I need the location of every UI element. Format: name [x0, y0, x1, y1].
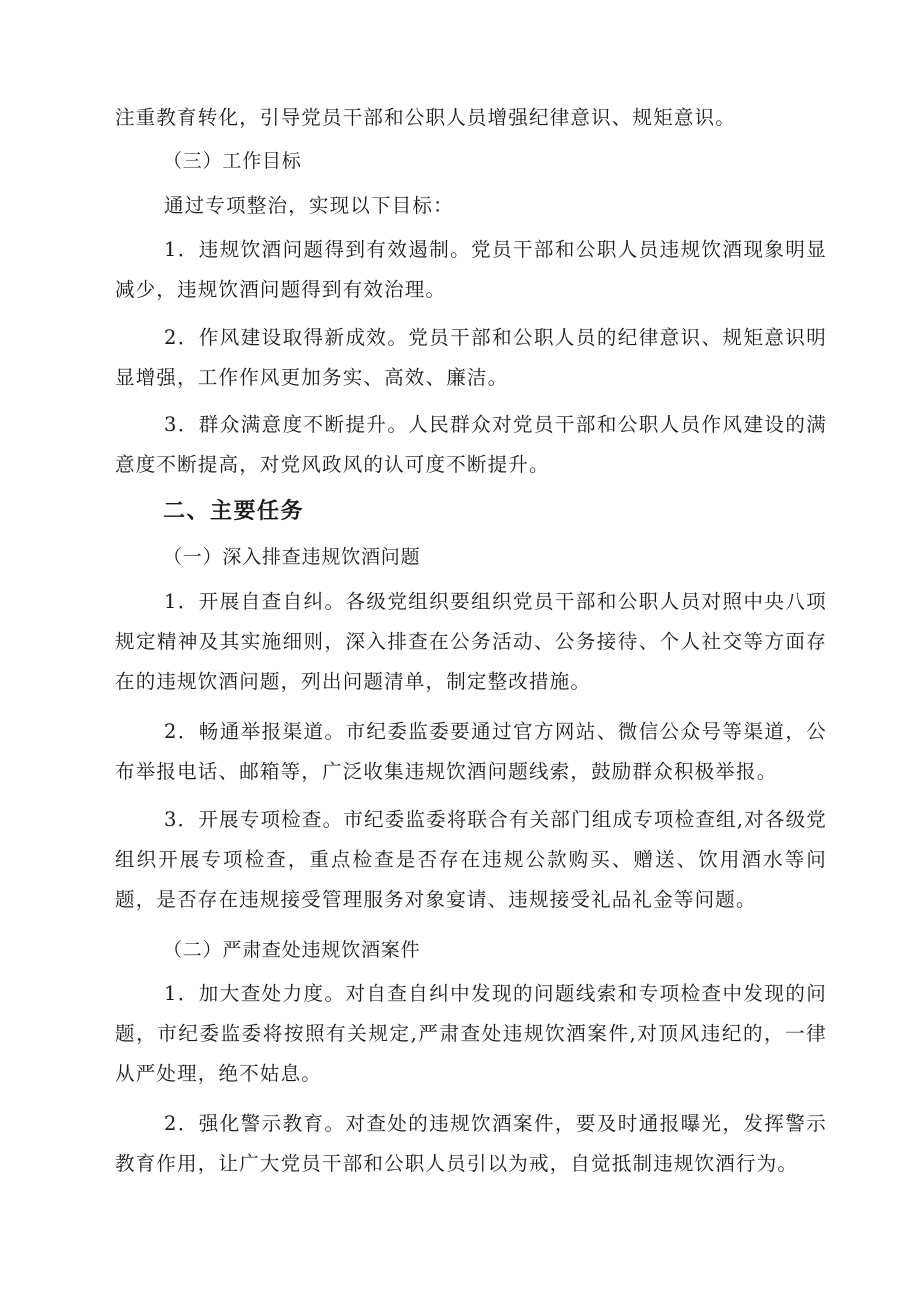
subheading-punish-cases: （二）严肃查处违规饮酒案件 — [163, 939, 421, 961]
paragraph-goal-2: 2．作风建设取得新成效。党员干部和公职人员的纪律意识、规矩意识明显增强，工作作风更加务实、高效、廉洁。 — [115, 326, 827, 389]
subheading-investigate: （一）深入排查违规饮酒问题 — [163, 546, 421, 568]
paragraph-education-transform: 注重教育转化，引导党员干部和公职人员增强纪律意识、规矩意识。 — [115, 106, 737, 129]
subheading-work-goals: （三）工作目标 — [163, 150, 302, 172]
paragraph-goal-1: 1．违规饮酒问题得到有效遏制。党员干部和公职人员违规饮酒现象明显减少，违规饮酒问题得到有效治理。 — [115, 238, 827, 301]
section-heading-main-tasks: 二、主要任务 — [163, 499, 305, 524]
paragraph-warning-education: 2．强化警示教育。对查处的违规饮酒案件，要及时通报曝光，发挥警示教育作用，让广大党员干部和公职人员引以为戒，自觉抵制违规饮酒行为。 — [115, 1112, 827, 1175]
paragraph-goals-intro: 通过专项整治，实现以下目标： — [164, 194, 454, 217]
paragraph-goal-3: 3．群众满意度不断提升。人民群众对党员干部和公职人员作风建设的满意度不断提高，对党风政风的认可度不断提升。 — [115, 413, 827, 476]
paragraph-report-channels: 2．畅通举报渠道。市纪委监委要通过官方网站、微信公众号等渠道，公布举报电话、邮箱等，广泛收集违规饮酒问题线索，鼓励群众积极举报。 — [115, 720, 827, 783]
paragraph-intensify-punishment: 1．加大查处力度。对自查自纠中发现的问题线索和专项检查中发现的问题，市纪委监委将按照有关规定,严肃查处违规饮酒案件,对顶风违纪的，一律从严处理，绝不姑息。 — [115, 982, 827, 1085]
paragraph-self-check: 1．开展自查自纠。各级党组织要组织党员干部和公职人员对照中央八项规定精神及其实施细则，深入排查在公务活动、公务接待、个人社交等方面存在的违规饮酒问题，列出问题清单，制定整改措施。 — [115, 590, 827, 693]
paragraph-special-inspection: 3．开展专项检查。市纪委监委将联合有关部门组成专项检查组,对各级党组织开展专项检查，重点检查是否存在违规公款购买、赠送、饮用酒水等问题，是否存在违规接受管理服务对象宴请、违规接受礼品礼金等问题。 — [115, 808, 827, 911]
